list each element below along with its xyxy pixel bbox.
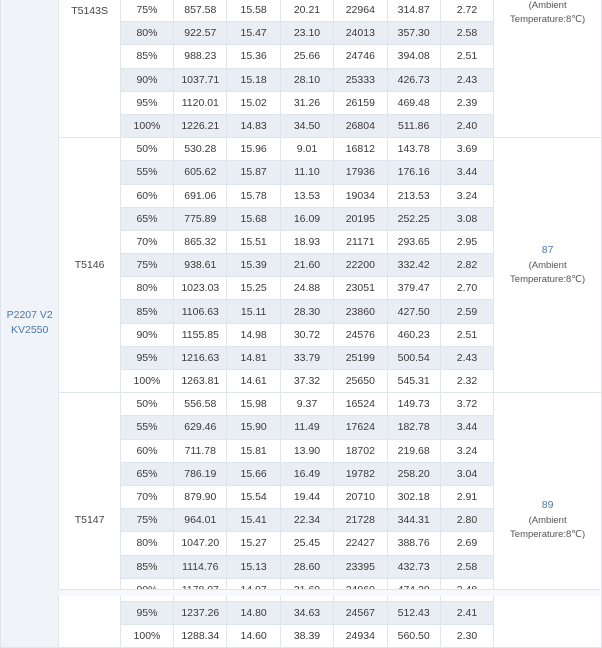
data-cell-col-3: 25.66 bbox=[280, 45, 333, 68]
data-cell-col-6: 3.24 bbox=[440, 439, 493, 462]
data-cell-col-6: 3.08 bbox=[440, 207, 493, 230]
temperature-value: 87 bbox=[541, 244, 554, 257]
data-cell-col-2: 15.98 bbox=[227, 393, 280, 416]
data-cell-col-5: 176.16 bbox=[387, 161, 440, 184]
data-cell-col-5: 460.23 bbox=[387, 323, 440, 346]
data-cell-col-2: 15.11 bbox=[227, 300, 280, 323]
motor-model-cell bbox=[1, 0, 59, 648]
data-cell-col-3: 11.10 bbox=[280, 161, 333, 184]
data-cell-col-1: 1288.34 bbox=[174, 625, 227, 648]
data-cell-col-3: 13.90 bbox=[280, 439, 333, 462]
data-cell-col-5: 432.73 bbox=[387, 555, 440, 578]
data-cell-col-2: 15.96 bbox=[227, 138, 280, 161]
data-cell-col-4: 25199 bbox=[334, 346, 387, 369]
data-cell-col-2: 15.90 bbox=[227, 416, 280, 439]
data-cell-col-6: 2.95 bbox=[440, 230, 493, 253]
data-cell-col-3: 20.21 bbox=[280, 0, 333, 22]
data-cell-col-2: 15.13 bbox=[227, 555, 280, 578]
data-cell-col-6: 3.24 bbox=[440, 184, 493, 207]
data-cell-col-4: 24576 bbox=[334, 323, 387, 346]
data-cell-col-4: 24934 bbox=[334, 625, 387, 648]
data-cell-col-0: 100% bbox=[120, 625, 173, 648]
data-cell-col-1: 964.01 bbox=[174, 509, 227, 532]
data-cell-col-1: 938.61 bbox=[174, 254, 227, 277]
data-cell-col-5: 426.73 bbox=[387, 68, 440, 91]
data-cell-col-5: 560.50 bbox=[387, 625, 440, 648]
data-cell-col-3: 25.45 bbox=[280, 532, 333, 555]
data-cell-col-5: 500.54 bbox=[387, 346, 440, 369]
data-cell-col-1: 1037.71 bbox=[174, 68, 227, 91]
data-cell-col-0: 95% bbox=[120, 91, 173, 114]
data-cell-col-0: 55% bbox=[120, 161, 173, 184]
temperature-cell bbox=[494, 393, 602, 648]
data-cell-col-1: 1114.76 bbox=[174, 555, 227, 578]
data-cell-col-5: 213.53 bbox=[387, 184, 440, 207]
data-cell-col-4: 19782 bbox=[334, 462, 387, 485]
data-cell-col-4: 19034 bbox=[334, 184, 387, 207]
data-cell-col-5: 252.25 bbox=[387, 207, 440, 230]
propeller-name-cell: T5147 bbox=[59, 393, 120, 648]
data-cell-col-5: 219.68 bbox=[387, 439, 440, 462]
data-cell-col-5: 293.65 bbox=[387, 230, 440, 253]
data-cell-col-2: 15.25 bbox=[227, 277, 280, 300]
data-cell-col-5: 182.78 bbox=[387, 416, 440, 439]
data-cell-col-0: 85% bbox=[120, 300, 173, 323]
data-cell-col-0: 80% bbox=[120, 277, 173, 300]
data-cell-col-6: 3.44 bbox=[440, 161, 493, 184]
temperature-cell bbox=[494, 138, 602, 393]
data-cell-col-1: 1226.21 bbox=[174, 114, 227, 137]
data-cell-col-3: 11.49 bbox=[280, 416, 333, 439]
data-cell-col-6: 2.43 bbox=[440, 68, 493, 91]
data-cell-col-0: 65% bbox=[120, 462, 173, 485]
data-cell-col-5: 511.86 bbox=[387, 114, 440, 137]
data-cell-col-3: 13.53 bbox=[280, 184, 333, 207]
data-cell-col-3: 28.10 bbox=[280, 68, 333, 91]
data-cell-col-2: 14.61 bbox=[227, 370, 280, 393]
data-cell-col-1: 988.23 bbox=[174, 45, 227, 68]
data-cell-col-2: 15.58 bbox=[227, 0, 280, 22]
data-cell-col-3: 28.30 bbox=[280, 300, 333, 323]
data-cell-col-1: 1023.03 bbox=[174, 277, 227, 300]
data-cell-col-0: 100% bbox=[120, 370, 173, 393]
data-cell-col-0: 90% bbox=[120, 323, 173, 346]
data-cell-col-0: 100% bbox=[120, 114, 173, 137]
data-cell-col-2: 15.51 bbox=[227, 230, 280, 253]
data-cell-col-6: 2.41 bbox=[440, 601, 493, 624]
data-cell-col-5: 545.31 bbox=[387, 370, 440, 393]
data-cell-col-0: 75% bbox=[120, 509, 173, 532]
data-cell-col-1: 1237.26 bbox=[174, 601, 227, 624]
data-cell-col-3: 33.79 bbox=[280, 346, 333, 369]
data-cell-col-2: 14.83 bbox=[227, 114, 280, 137]
data-cell-col-3: 22.34 bbox=[280, 509, 333, 532]
data-cell-col-4: 17624 bbox=[334, 416, 387, 439]
data-cell-col-2: 15.81 bbox=[227, 439, 280, 462]
data-cell-col-4: 20195 bbox=[334, 207, 387, 230]
data-cell-col-4: 23395 bbox=[334, 555, 387, 578]
data-cell-col-5: 258.20 bbox=[387, 462, 440, 485]
data-cell-col-3: 37.32 bbox=[280, 370, 333, 393]
data-cell-col-1: 857.58 bbox=[174, 0, 227, 22]
data-cell-col-1: 629.46 bbox=[174, 416, 227, 439]
data-cell-col-6: 2.59 bbox=[440, 300, 493, 323]
data-cell-col-1: 1216.63 bbox=[174, 346, 227, 369]
data-cell-col-2: 15.41 bbox=[227, 509, 280, 532]
data-cell-col-6: 3.69 bbox=[440, 138, 493, 161]
data-cell-col-4: 24013 bbox=[334, 22, 387, 45]
data-cell-col-1: 530.28 bbox=[174, 138, 227, 161]
data-cell-col-6: 2.43 bbox=[440, 346, 493, 369]
data-cell-col-5: 143.78 bbox=[387, 138, 440, 161]
data-cell-col-5: 394.08 bbox=[387, 45, 440, 68]
data-cell-col-6: 2.51 bbox=[440, 323, 493, 346]
data-cell-col-2: 15.47 bbox=[227, 22, 280, 45]
data-cell-col-0: 90% bbox=[120, 68, 173, 91]
data-cell-col-3: 34.50 bbox=[280, 114, 333, 137]
ambient-temperature-note: (Ambient bbox=[528, 514, 567, 526]
data-cell-col-4: 16812 bbox=[334, 138, 387, 161]
data-cell-col-4: 26804 bbox=[334, 114, 387, 137]
data-cell-col-2: 15.87 bbox=[227, 161, 280, 184]
data-cell-col-2: 15.66 bbox=[227, 462, 280, 485]
data-cell-col-1: 1120.01 bbox=[174, 91, 227, 114]
data-cell-col-2: 15.68 bbox=[227, 207, 280, 230]
data-cell-col-4: 23860 bbox=[334, 300, 387, 323]
data-cell-col-2: 14.80 bbox=[227, 601, 280, 624]
ambient-temperature-note: Temperature:8℃) bbox=[510, 529, 586, 541]
ambient-temperature-note: Temperature:8℃) bbox=[510, 274, 586, 286]
data-cell-col-6: 2.70 bbox=[440, 277, 493, 300]
data-cell-col-1: 1263.81 bbox=[174, 370, 227, 393]
data-cell-col-2: 15.27 bbox=[227, 532, 280, 555]
ambient-temperature-note: Temperature:8℃) bbox=[510, 14, 586, 26]
data-cell-col-0: 70% bbox=[120, 230, 173, 253]
propeller-name-cell: T5146 bbox=[59, 138, 120, 393]
data-cell-col-0: 50% bbox=[120, 138, 173, 161]
data-cell-col-2: 15.36 bbox=[227, 45, 280, 68]
data-cell-col-6: 2.69 bbox=[440, 532, 493, 555]
data-cell-col-0: 75% bbox=[120, 0, 173, 22]
ambient-temperature-note: (Ambient bbox=[528, 0, 567, 11]
data-cell-col-4: 18702 bbox=[334, 439, 387, 462]
propeller-name-cell: T5143S bbox=[59, 0, 120, 138]
data-cell-col-5: 379.47 bbox=[387, 277, 440, 300]
data-cell-col-3: 28.60 bbox=[280, 555, 333, 578]
data-cell-col-6: 2.82 bbox=[440, 254, 493, 277]
data-cell-col-0: 65% bbox=[120, 207, 173, 230]
data-cell-col-4: 25333 bbox=[334, 68, 387, 91]
data-cell-col-2: 15.18 bbox=[227, 68, 280, 91]
data-cell-col-5: 388.76 bbox=[387, 532, 440, 555]
data-cell-col-6: 2.80 bbox=[440, 509, 493, 532]
data-cell-col-5: 357.30 bbox=[387, 22, 440, 45]
data-cell-col-1: 605.62 bbox=[174, 161, 227, 184]
data-cell-col-6: 2.39 bbox=[440, 91, 493, 114]
data-cell-col-3: 9.37 bbox=[280, 393, 333, 416]
data-cell-col-6: 3.04 bbox=[440, 462, 493, 485]
data-cell-col-0: 50% bbox=[120, 393, 173, 416]
data-cell-col-4: 25650 bbox=[334, 370, 387, 393]
data-cell-col-5: 512.43 bbox=[387, 601, 440, 624]
data-cell-col-5: 314.87 bbox=[387, 0, 440, 22]
next-row-edge bbox=[58, 589, 600, 596]
data-cell-col-4: 22427 bbox=[334, 532, 387, 555]
data-cell-col-0: 85% bbox=[120, 555, 173, 578]
data-cell-col-6: 2.91 bbox=[440, 485, 493, 508]
data-cell-col-5: 332.42 bbox=[387, 254, 440, 277]
data-cell-col-0: 95% bbox=[120, 346, 173, 369]
data-cell-col-4: 24567 bbox=[334, 601, 387, 624]
data-cell-col-1: 922.57 bbox=[174, 22, 227, 45]
ambient-temperature-note: (Ambient bbox=[528, 259, 567, 271]
data-cell-col-2: 14.98 bbox=[227, 323, 280, 346]
data-cell-col-4: 21171 bbox=[334, 230, 387, 253]
data-cell-col-3: 18.93 bbox=[280, 230, 333, 253]
data-cell-col-3: 31.26 bbox=[280, 91, 333, 114]
data-cell-col-4: 26159 bbox=[334, 91, 387, 114]
data-cell-col-1: 556.58 bbox=[174, 393, 227, 416]
table-row bbox=[1, 138, 602, 161]
data-cell-col-0: 80% bbox=[120, 22, 173, 45]
motor-model-line2: KV2550 bbox=[11, 324, 49, 337]
data-cell-col-5: 302.18 bbox=[387, 485, 440, 508]
data-cell-col-1: 865.32 bbox=[174, 230, 227, 253]
data-cell-col-1: 786.19 bbox=[174, 462, 227, 485]
data-cell-col-2: 15.39 bbox=[227, 254, 280, 277]
data-cell-col-6: 2.72 bbox=[440, 0, 493, 22]
data-cell-col-0: 95% bbox=[120, 601, 173, 624]
data-cell-col-3: 24.88 bbox=[280, 277, 333, 300]
data-cell-col-0: 70% bbox=[120, 485, 173, 508]
data-cell-col-5: 427.50 bbox=[387, 300, 440, 323]
data-cell-col-3: 30.72 bbox=[280, 323, 333, 346]
data-cell-col-6: 2.40 bbox=[440, 114, 493, 137]
data-cell-col-4: 21728 bbox=[334, 509, 387, 532]
data-cell-col-2: 14.81 bbox=[227, 346, 280, 369]
data-cell-col-6: 2.30 bbox=[440, 625, 493, 648]
data-cell-col-3: 21.60 bbox=[280, 254, 333, 277]
table-row bbox=[1, 0, 602, 22]
data-cell-col-0: 75% bbox=[120, 254, 173, 277]
data-cell-col-6: 2.32 bbox=[440, 370, 493, 393]
data-cell-col-1: 879.90 bbox=[174, 485, 227, 508]
data-cell-col-3: 34.63 bbox=[280, 601, 333, 624]
data-cell-col-3: 23.10 bbox=[280, 22, 333, 45]
motor-model-line1: P2207 V2 bbox=[6, 308, 53, 321]
data-cell-col-4: 22964 bbox=[334, 0, 387, 22]
data-cell-col-0: 55% bbox=[120, 416, 173, 439]
data-cell-col-1: 691.06 bbox=[174, 184, 227, 207]
data-cell-col-1: 1155.85 bbox=[174, 323, 227, 346]
data-cell-col-0: 60% bbox=[120, 184, 173, 207]
data-cell-col-1: 1047.20 bbox=[174, 532, 227, 555]
table-row bbox=[1, 393, 602, 416]
data-cell-col-2: 14.60 bbox=[227, 625, 280, 648]
data-cell-col-5: 344.31 bbox=[387, 509, 440, 532]
data-cell-col-4: 23051 bbox=[334, 277, 387, 300]
data-cell-col-0: 60% bbox=[120, 439, 173, 462]
data-cell-col-4: 24746 bbox=[334, 45, 387, 68]
data-cell-col-1: 711.78 bbox=[174, 439, 227, 462]
data-cell-col-4: 20710 bbox=[334, 485, 387, 508]
data-cell-col-1: 775.89 bbox=[174, 207, 227, 230]
data-cell-col-3: 16.09 bbox=[280, 207, 333, 230]
data-cell-col-4: 16524 bbox=[334, 393, 387, 416]
temperature-value: 89 bbox=[541, 499, 554, 512]
data-cell-col-6: 2.58 bbox=[440, 22, 493, 45]
data-cell-col-3: 38.39 bbox=[280, 625, 333, 648]
data-cell-col-2: 15.78 bbox=[227, 184, 280, 207]
data-cell-col-3: 16.49 bbox=[280, 462, 333, 485]
data-cell-col-3: 19.44 bbox=[280, 485, 333, 508]
data-cell-col-3: 9.01 bbox=[280, 138, 333, 161]
data-cell-col-5: 149.73 bbox=[387, 393, 440, 416]
data-cell-col-5: 469.48 bbox=[387, 91, 440, 114]
temperature-cell bbox=[494, 0, 602, 138]
table-body bbox=[1, 0, 602, 648]
data-cell-col-0: 80% bbox=[120, 532, 173, 555]
data-cell-col-6: 3.72 bbox=[440, 393, 493, 416]
data-cell-col-6: 3.44 bbox=[440, 416, 493, 439]
data-cell-col-4: 22200 bbox=[334, 254, 387, 277]
data-cell-col-2: 15.54 bbox=[227, 485, 280, 508]
data-cell-col-6: 2.58 bbox=[440, 555, 493, 578]
data-cell-col-2: 15.02 bbox=[227, 91, 280, 114]
data-cell-col-6: 2.51 bbox=[440, 45, 493, 68]
data-cell-col-1: 1106.63 bbox=[174, 300, 227, 323]
data-cell-col-4: 17936 bbox=[334, 161, 387, 184]
data-cell-col-0: 85% bbox=[120, 45, 173, 68]
